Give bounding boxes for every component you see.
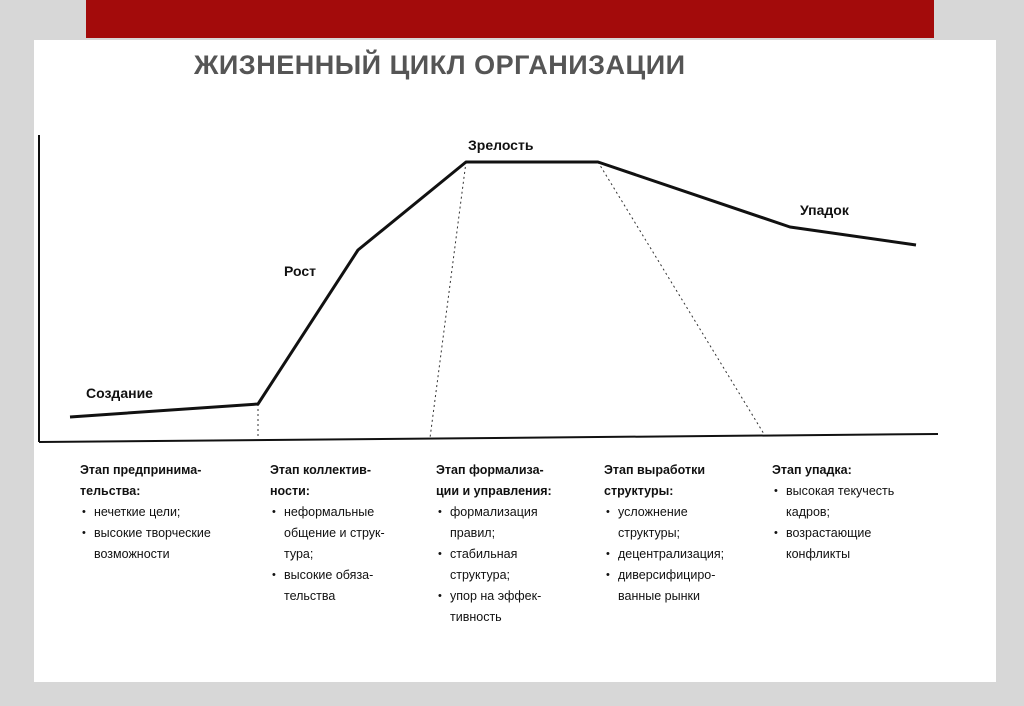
stage-item: • возрастающие конфликты bbox=[772, 523, 942, 565]
life-cycle-diagram bbox=[34, 40, 996, 460]
stage-heading: Этап выработки структуры: bbox=[604, 463, 706, 498]
x-axis bbox=[39, 434, 938, 442]
stage-item: • стабильная структура; bbox=[436, 544, 606, 586]
label-decline: Упадок bbox=[800, 202, 849, 218]
label-maturity: Зрелость bbox=[468, 137, 534, 153]
life-cycle-curve bbox=[70, 162, 916, 417]
stage-item: • формализация правил; bbox=[436, 502, 606, 544]
boundary-line-2 bbox=[430, 162, 466, 438]
slide bbox=[34, 40, 996, 682]
stage-column-entrepreneurship bbox=[80, 460, 250, 565]
stage-item: • высокая текучесть кадров; bbox=[772, 481, 942, 523]
top-accent-bar bbox=[86, 0, 934, 38]
stage-items bbox=[80, 502, 250, 565]
stage-items bbox=[772, 481, 942, 565]
stage-heading: Этап коллектив- ности: bbox=[270, 463, 371, 498]
stage-item: • диверсифициро- ванные рынки bbox=[604, 565, 774, 607]
stage-item: • усложнение структуры; bbox=[604, 502, 774, 544]
boundary-line-3 bbox=[598, 162, 764, 434]
slide-title: ЖИЗНЕННЫЙ ЦИКЛ ОРГАНИЗАЦИИ bbox=[194, 50, 686, 80]
stage-items bbox=[436, 502, 606, 628]
stage-item: • децентрализация; bbox=[604, 544, 774, 565]
stage-heading: Этап формализа- ции и управления: bbox=[436, 463, 552, 498]
stage-column-collectivity bbox=[270, 460, 440, 607]
stage-heading: Этап предпринима- тельства: bbox=[80, 463, 202, 498]
stage-item: • высокие обяза- тельства bbox=[270, 565, 440, 607]
label-growth: Рост bbox=[284, 263, 316, 279]
label-creation: Создание bbox=[86, 385, 153, 401]
stage-item: • упор на эффек- тивность bbox=[436, 586, 606, 628]
stage-column-formalization bbox=[436, 460, 606, 628]
stage-heading: Этап упадка: bbox=[772, 463, 852, 477]
stage-item: • высокие творческие возможности bbox=[80, 523, 250, 565]
stage-items bbox=[604, 502, 774, 607]
stage-items bbox=[270, 502, 440, 607]
stage-item: • нечеткие цели; bbox=[80, 502, 250, 523]
stage-column-decline bbox=[772, 460, 942, 565]
stage-column-structure bbox=[604, 460, 774, 607]
stage-item: • неформальные общение и струк- тура; bbox=[270, 502, 440, 565]
